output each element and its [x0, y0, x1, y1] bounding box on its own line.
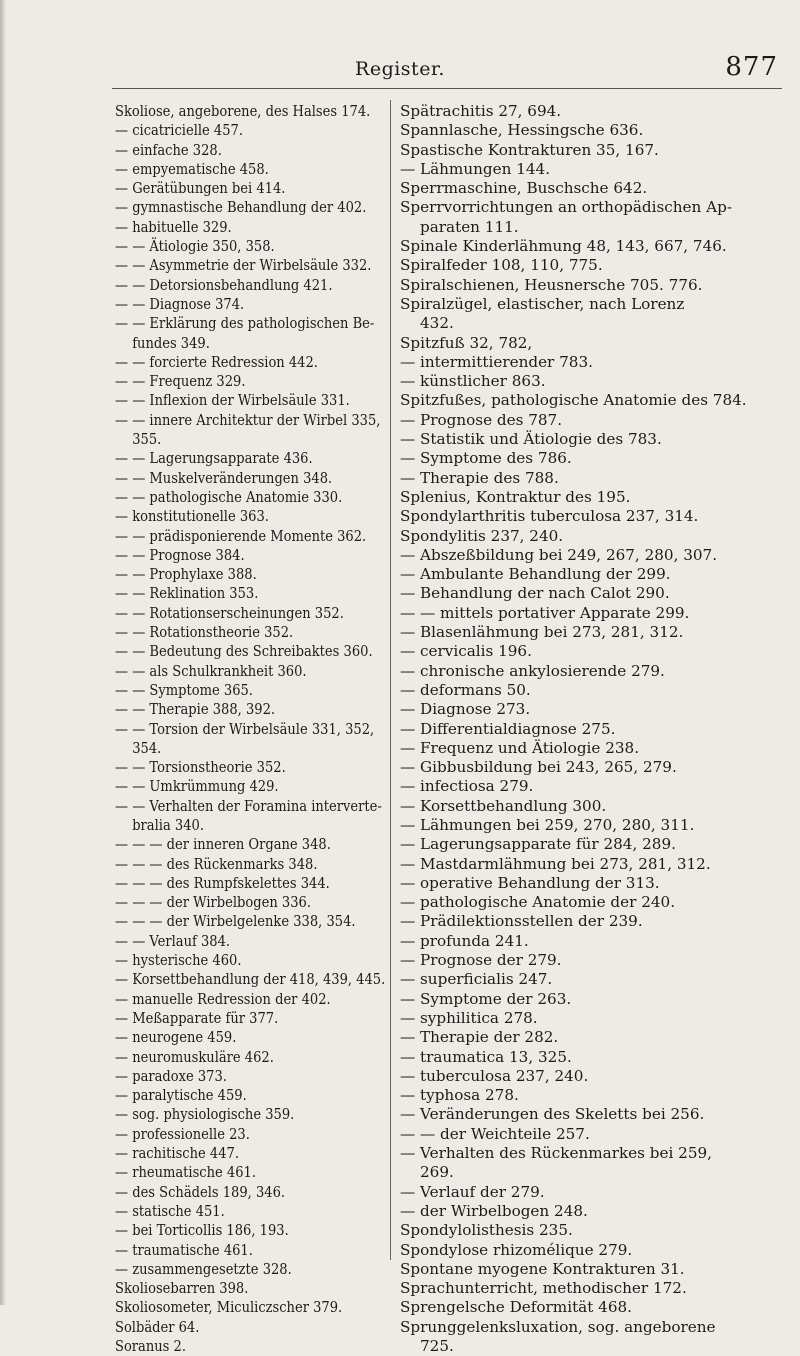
index-entry: — Verhalten des Rückenmarkes bei 259, — [400, 1144, 712, 1163]
index-entry: — — Ätiologie 350, 358. — [115, 237, 275, 256]
index-entry: — — Prognose 384. — [115, 545, 245, 564]
index-entry: Sperrmaschine, Buschsche 642. — [400, 179, 648, 198]
index-entry: — Symptome der 263. — [400, 989, 572, 1008]
index-entry: — Prognose der 279. — [400, 951, 562, 970]
index-entry: — neuromuskuläre 462. — [115, 1047, 274, 1066]
index-entry: Spondylolisthesis 235. — [400, 1221, 573, 1240]
index-entry: Splenius, Kontraktur des 195. — [400, 487, 631, 506]
index-entry: Spiralzügel, elastischer, nach Lorenz — [400, 294, 685, 313]
index-entry: — Therapie des 788. — [400, 468, 559, 487]
index-entry: — — forcierte Redression 442. — [115, 352, 318, 371]
index-entry: — deformans 50. — [400, 680, 531, 699]
index-entry: — cervicalis 196. — [400, 642, 532, 661]
index-entry: — Statistik und Ätiologie des 783. — [400, 430, 662, 449]
index-entry: — Korsettbehandlung 300. — [400, 796, 607, 815]
index-entry: — — — der Wirbelbogen 336. — [115, 893, 311, 912]
index-entry: — Lähmungen bei 259, 270, 280, 311. — [400, 815, 695, 834]
index-entry: — — Diagnose 374. — [115, 294, 245, 313]
index-entry: — empyematische 458. — [115, 159, 269, 178]
index-entry: paraten 111. — [420, 217, 519, 236]
index-entry: — typhosa 278. — [400, 1086, 519, 1105]
index-entry: — Frequenz und Ätiologie 238. — [400, 738, 640, 757]
index-entry: — — — des Rumpfskelettes 344. — [115, 873, 330, 892]
index-entry: — neurogene 459. — [115, 1028, 237, 1047]
index-entry: — künstlicher 863. — [400, 372, 546, 391]
index-entry: — rheumatische 461. — [115, 1163, 257, 1182]
index-entry: — Differentialdiagnose 275. — [400, 719, 616, 738]
index-entry: — — — des Rückenmarks 348. — [115, 854, 318, 873]
index-entry: — Lähmungen 144. — [400, 159, 551, 178]
index-entry: bralia 340. — [132, 815, 204, 834]
index-entry: — hysterische 460. — [115, 951, 242, 970]
index-entry: — profunda 241. — [400, 931, 529, 950]
index-entry: 355. — [132, 430, 162, 449]
index-entry: — — — der Wirbelgelenke 338, 354. — [115, 912, 356, 931]
index-entry: 354. — [132, 738, 162, 757]
index-entry: Sprengelsche Deformität 468. — [400, 1298, 632, 1317]
index-entry: — Veränderungen des Skeletts bei 256. — [400, 1105, 705, 1124]
index-entry: Sprachunterricht, methodischer 172. — [400, 1279, 687, 1298]
index-entry: Spannlasche, Hessingsche 636. — [400, 121, 644, 140]
index-entry: Spitzfuß 32, 782, — [400, 333, 533, 352]
index-entry: — — pathologische Anatomie 330. — [115, 487, 343, 506]
index-entry: — — Lagerungsapparate 436. — [115, 449, 313, 468]
index-entry: — bei Torticollis 186, 193. — [115, 1221, 289, 1240]
index-entry: — syphilitica 278. — [400, 1008, 538, 1027]
index-entry: — — Umkrümmung 429. — [115, 777, 279, 796]
index-entry: — — mittels portativer Apparate 299. — [400, 603, 690, 622]
index-entry: — habituelle 329. — [115, 217, 232, 236]
index-entry: — sog. physiologische 359. — [115, 1105, 295, 1124]
index-entry: — statische 451. — [115, 1201, 225, 1220]
index-entry: — — der Weichteile 257. — [400, 1124, 590, 1143]
index-entry: — paradoxe 373. — [115, 1066, 227, 1085]
index-entry: — des Schädels 189, 346. — [115, 1182, 286, 1201]
index-entry: — konstitutionelle 363. — [115, 507, 269, 526]
index-entry: — Meßapparate für 377. — [115, 1008, 279, 1027]
index-column-left — [115, 102, 386, 1356]
index-entry: — — innere Architektur der Wirbel 335, — [115, 410, 381, 429]
index-entry: Spondylose rhizomélique 279. — [400, 1240, 633, 1259]
index-entry: — — Verhalten der Foramina interverte- — [115, 796, 382, 815]
index-entry: — — als Schulkrankheit 360. — [115, 661, 307, 680]
index-entry: — superficialis 247. — [400, 970, 553, 989]
index-entry: Spastische Kontrakturen 35, 167. — [400, 140, 659, 159]
index-entry: — der Wirbelbogen 248. — [400, 1201, 588, 1220]
index-entry: Spitzfußes, pathologische Anatomie des 784. — [400, 391, 747, 410]
index-entry: Spinale Kinderlähmung 48, 143, 667, 746. — [400, 237, 727, 256]
index-entry: — traumatische 461. — [115, 1240, 253, 1259]
index-entry: — Gibbusbildung bei 243, 265, 279. — [400, 758, 677, 777]
index-entry: Spontane myogene Kontrakturen 31. — [400, 1259, 685, 1278]
index-entry: — Verlauf der 279. — [400, 1182, 545, 1201]
index-entry: — einfache 328. — [115, 140, 222, 159]
page-edge-shadow — [0, 0, 6, 1305]
index-entry: — — Rotationserscheinungen 352. — [115, 603, 344, 622]
index-entry: Spätrachitis 27, 694. — [400, 102, 562, 120]
index-entry: — — Reklination 353. — [115, 584, 259, 603]
index-entry: — Prädilektionsstellen der 239. — [400, 912, 643, 931]
index-entry: — tuberculosa 237, 240. — [400, 1066, 589, 1085]
index-entry: — — prädisponierende Momente 362. — [115, 526, 367, 545]
index-entry: — paralytische 459. — [115, 1086, 247, 1105]
index-entry: — — Torsion der Wirbelsäule 331, 352, — [115, 719, 375, 738]
index-entry: — Lagerungsapparate für 284, 289. — [400, 835, 676, 854]
index-entry: — Gerätübungen bei 414. — [115, 179, 286, 198]
index-entry: — — Inflexion der Wirbelsäule 331. — [115, 391, 350, 410]
index-entry: 725. — [420, 1337, 454, 1355]
index-entry: — — Prophylaxe 388. — [115, 565, 257, 584]
index-entry: — Mastdarmlähmung bei 273, 281, 312. — [400, 854, 711, 873]
page-header — [0, 52, 800, 90]
index-entry: — — — der inneren Organe 348. — [115, 835, 331, 854]
index-entry: — infectiosa 279. — [400, 777, 534, 796]
running-title: Register. — [355, 58, 445, 80]
index-entry: — Ambulante Behandlung der 299. — [400, 565, 671, 584]
index-entry: — — Erklärung des pathologischen Be- — [115, 314, 375, 333]
index-entry: — rachitische 447. — [115, 1144, 239, 1163]
index-entry: — Prognose des 787. — [400, 410, 563, 429]
index-entry: Sperrvorrichtungen an orthopädischen Ap- — [400, 198, 732, 217]
index-entry: Spiralschienen, Heusnersche 705. 776. — [400, 275, 703, 294]
index-entry: — chronische ankylosierende 279. — [400, 661, 665, 680]
index-entry: Spondylarthritis tuberculosa 237, 314. — [400, 507, 699, 526]
index-entry: — Abszeßbildung bei 249, 267, 280, 307. — [400, 545, 718, 564]
index-entry: 432. — [420, 314, 454, 333]
index-entry: — cicatricielle 457. — [115, 121, 244, 140]
index-entry: — — Bedeutung des Schreibaktes 360. — [115, 642, 373, 661]
index-entry: Skoliosometer, Miculiczscher 379. — [115, 1298, 343, 1317]
index-entry: — zusammengesetzte 328. — [115, 1259, 292, 1278]
index-entry: Soranus 2. — [115, 1337, 186, 1355]
index-entry: — — Rotationstheorie 352. — [115, 623, 294, 642]
index-column-right — [400, 102, 775, 1356]
index-entry: — Symptome des 786. — [400, 449, 572, 468]
index-entry: — Korsettbehandlung der 418, 439, 445. — [115, 970, 386, 989]
index-entry: Solbäder 64. — [115, 1317, 200, 1336]
page-number: 877 — [725, 52, 778, 82]
index-entry: fundes 349. — [132, 333, 210, 352]
index-entry: 269. — [420, 1163, 454, 1182]
index-entry: — manuelle Redression der 402. — [115, 989, 331, 1008]
index-entry: — — Verlauf 384. — [115, 931, 231, 950]
index-entry: — operative Behandlung der 313. — [400, 873, 660, 892]
index-entry: — Blasenlähmung bei 273, 281, 312. — [400, 623, 684, 642]
index-entry: — Behandlung der nach Calot 290. — [400, 584, 670, 603]
index-entry: Spondylitis 237, 240. — [400, 526, 564, 545]
index-entry: Spiralfeder 108, 110, 775. — [400, 256, 603, 275]
index-entry: — — Symptome 365. — [115, 680, 253, 699]
index-entry: Sprunggelenksluxation, sog. angeborene — [400, 1317, 716, 1336]
index-entry: — — Asymmetrie der Wirbelsäule 332. — [115, 256, 372, 275]
index-entry: — — Therapie 388, 392. — [115, 700, 276, 719]
index-entry: — Diagnose 273. — [400, 700, 531, 719]
index-entry: — gymnastische Behandlung der 402. — [115, 198, 367, 217]
index-entry: — — Muskelveränderungen 348. — [115, 468, 333, 487]
index-entry: Skoliosebarren 398. — [115, 1279, 249, 1298]
index-entry: — — Frequenz 329. — [115, 372, 246, 391]
index-entry: — pathologische Anatomie der 240. — [400, 893, 676, 912]
index-entry: — Therapie der 282. — [400, 1028, 559, 1047]
index-entry: — — Detorsionsbehandlung 421. — [115, 275, 333, 294]
column-divider — [390, 100, 391, 1260]
index-entry: — — Torsionstheorie 352. — [115, 758, 286, 777]
header-rule — [112, 88, 782, 89]
index-entry: — professionelle 23. — [115, 1124, 250, 1143]
index-entry: Skoliose, angeborene, des Halses 174. — [115, 102, 371, 120]
index-entry: — traumatica 13, 325. — [400, 1047, 572, 1066]
index-entry: — intermittierender 783. — [400, 352, 593, 371]
